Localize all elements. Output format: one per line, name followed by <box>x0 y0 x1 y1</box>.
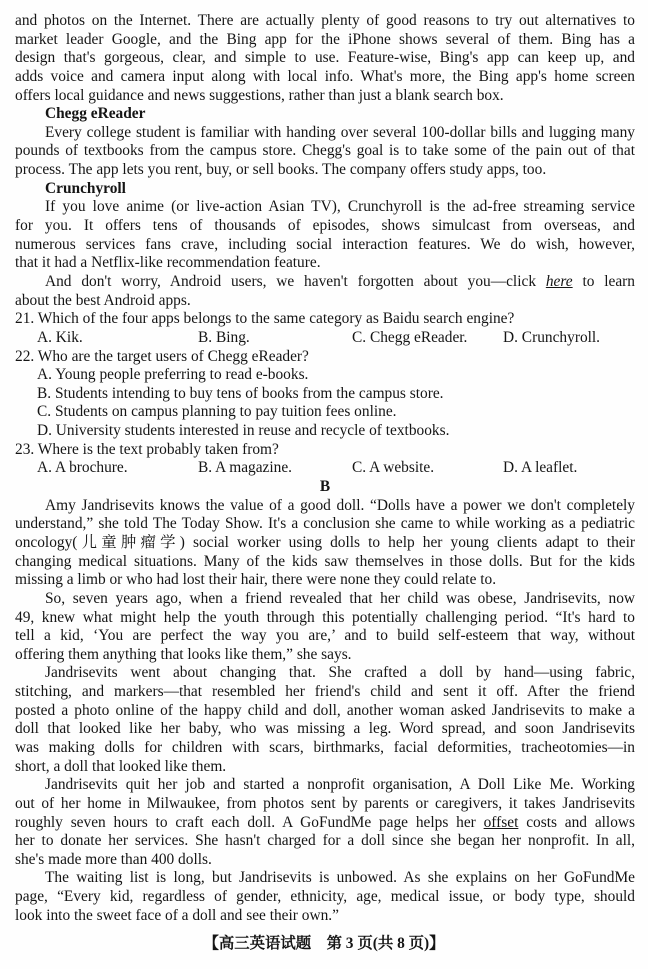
paragraph-line: she's made more than 400 dolls. <box>15 850 212 868</box>
paragraph-line: look into the sweet face of a doll and see their own.” <box>15 906 339 924</box>
answer-option: B. Students intending to buy tens of books from the campus store. <box>37 384 444 402</box>
paragraph <box>15 124 635 180</box>
answer-option: D. University students interested in reuse and recycle of textbooks. <box>37 422 450 440</box>
paragraph-line: process. The app lets you rent, buy, or sell books. The company offers study apps, too. <box>15 161 547 179</box>
paragraph-line: Jandrisevits went about changing that. She crafted a doll by hand—using fabric, <box>45 664 635 682</box>
answer-option: A. Young people preferring to read e-books. <box>37 366 309 384</box>
passage-label: B <box>319 478 331 496</box>
line-segment: costs and allows <box>518 813 635 831</box>
question-stem: 22. Who are the target users of Chegg eReader? <box>15 347 309 365</box>
answer-option: C. Students on campus planning to pay tuition fees online. <box>37 403 397 421</box>
line-segment: to learn <box>572 272 635 290</box>
paragraph-line: changing medical situations. Many of the kids saw themselves in those dolls. But for the kids <box>15 552 635 570</box>
exam-page-content <box>15 12 635 925</box>
paragraph-line: offers local guidance and news suggestions, rather than just a blank search box. <box>15 86 504 104</box>
paragraph-line: Jandrisevits quit her job and started a nonprofit organisation, A Doll Like Me. Working <box>45 776 635 794</box>
paragraph-line: out of her home in Milwaukee, from photos sent by parents or caregivers, it takes Jandrisevits <box>15 794 635 812</box>
paragraph <box>15 12 635 105</box>
paragraph-line: understand,” she told The Today Show. It's a conclusion she came to while working as a pediatric <box>15 515 635 533</box>
paragraph-line: and photos on the Internet. There are actually plenty of good reasons to try out alternatives to <box>15 12 635 29</box>
paragraph-line: short, a doll that looked like them. <box>15 757 227 775</box>
paragraph-line: market leader Google, and the Bing app for the iPhone shows several of them. Bing has a <box>15 30 635 48</box>
paragraph-line: that it had a Netflix-like recommendation feature. <box>15 254 321 272</box>
paragraph-line: pounds of textbooks from the campus store. Chegg's goal is to take some of the pain out of that <box>15 142 635 160</box>
page-footer: 【高三英语试题 第 3 页(共 8 页)】 <box>203 935 445 952</box>
paragraph-line: about the best Android apps. <box>15 291 191 309</box>
paragraph-line: page, “Every kid, regardless of gender, ethnicity, age, medical issue, or body type, should <box>15 888 635 906</box>
paragraph-line: was making dolls for children with scars, birthmarks, facial deformities, tracheotomies—in <box>15 738 635 756</box>
question-stem: 23. Where is the text probably taken from? <box>15 440 279 458</box>
question-stem: 21. Which of the four apps belongs to the same category as Baidu search engine? <box>15 310 515 328</box>
paragraph <box>15 497 635 590</box>
paragraph-line: numerous services fans crave, including social interaction features. We do wish, however, <box>15 235 635 253</box>
answer-options-row <box>15 329 635 348</box>
paragraph <box>15 869 635 925</box>
line-segment: roughly seven hours to craft each doll. A GoFundMe page helps her <box>15 813 484 831</box>
paragraph-line: missing a limb or who had lost their hair, there were none they could relate to. <box>15 571 497 589</box>
paragraph <box>15 198 635 273</box>
underlined-word: offset <box>483 813 519 831</box>
answer-option: D. A leaflet. <box>503 459 578 477</box>
answer-options-row <box>15 459 635 478</box>
paragraph <box>15 273 635 310</box>
paragraph-line: tell a kid, ‘You are perfect the way you are,’ and to build self-esteem that way, without <box>15 627 635 645</box>
line-segment: And don't worry, Android users, we haven't forgotten about you—click <box>45 272 546 290</box>
paragraph-line: for you. It offers tens of thousands of episodes, shows simulcast from overseas, and <box>15 217 635 235</box>
paragraph-line: So, seven years ago, when a friend revealed that her child was obese, Jandrisevits, now <box>45 589 635 607</box>
paragraph-line: stitching, and markers—that resembled her friend's child and sent it off. After the friend <box>15 683 635 701</box>
paragraph <box>15 664 635 776</box>
paragraph <box>15 590 635 665</box>
section-heading: Chegg eReader <box>45 105 146 123</box>
section-heading: Crunchyroll <box>45 179 126 197</box>
paragraph-line: Every college student is familiar with handing over several 100-dollar bills and lugging many <box>45 123 635 141</box>
paragraph-line: If you love anime (or live-action Asian TV), Crunchyroll is the ad-free streaming service <box>45 198 635 216</box>
answer-option: C. A website. <box>352 459 435 477</box>
paragraph-line: 49, knew what might help the youth through this potentially challenging period. “It's hard to <box>15 608 635 626</box>
paragraph-line: doll that looked like her baby, who was missing a leg. Word spread, and soon Jandrisevits <box>15 720 635 738</box>
paragraph-line: offering them anything that looks like them,” she says. <box>15 645 352 663</box>
answer-option: B. Bing. <box>198 328 250 346</box>
paragraph-line <box>15 273 635 292</box>
answer-option: A. A brochure. <box>37 459 128 477</box>
paragraph-line: posted a photo online of the happy child and doll, another woman asked Jandrisevits to make a <box>15 701 635 719</box>
paragraph <box>15 776 635 869</box>
paragraph-line: oncology(儿童肿瘤学) social worker using dolls to help her young clients adapt to their <box>15 533 635 551</box>
answer-option: C. Chegg eReader. <box>352 328 468 346</box>
paragraph-line: design that's gorgeous, clear, and simple to use. Feature-wise, Bing's app can keep up, and <box>15 49 635 67</box>
paragraph-line: her to donate her services. She hasn't charged for a doll since she began her nonprofit. In all, <box>15 832 635 850</box>
paragraph-line: adds voice and camera input along with local info. What's more, the Bing app's home screen <box>15 67 635 85</box>
paragraph-line: Amy Jandrisevits knows the value of a good doll. “Dolls have a power we don't completely <box>45 496 635 514</box>
underlined-word: here <box>545 272 573 290</box>
answer-option: B. A magazine. <box>198 459 293 477</box>
paragraph-line: The waiting list is long, but Jandrisevits is unbowed. As she explains on her GoFundMe <box>45 869 635 887</box>
answer-option: D. Crunchyroll. <box>503 328 601 346</box>
answer-option: A. Kik. <box>37 328 83 346</box>
paragraph-line <box>15 814 635 833</box>
